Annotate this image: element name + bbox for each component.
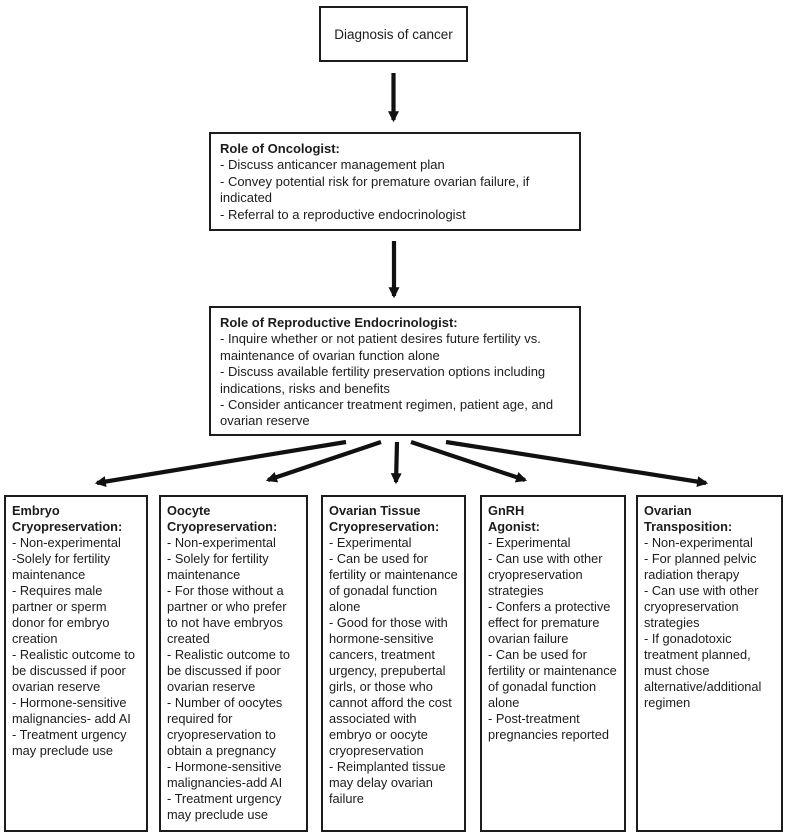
option-item: - If gonadotoxic treatment planned, must chose alternative/additional regimen — [644, 631, 762, 710]
endocrinologist-items — [220, 331, 570, 429]
oncologist-box — [209, 132, 581, 231]
option-item: - Experimental — [329, 535, 412, 550]
option-item: - Post-treatment pregnancies reported — [488, 711, 609, 742]
oncologist-item: - Discuss anticancer management plan — [220, 157, 445, 173]
endocrinologist-title: Role of Reproductive Endocrinologist: — [220, 315, 458, 330]
option-item: - Treatment urgency may preclude use — [167, 791, 282, 822]
option-item: - Confers a protective effect for premature ovarian failure — [488, 599, 611, 646]
option-item: - Solely for fertility maintenance — [167, 551, 269, 582]
option-item: - Can be used for fertility or maintenance of gonadal function alone — [329, 551, 458, 614]
option-item: - Non-experimental — [167, 535, 276, 550]
option-item: - Realistic outcome to be discussed if poor ovarian reserve — [12, 647, 136, 694]
option-item: - Treatment urgency may preclude use — [12, 727, 127, 758]
endocrinologist-item: - Inquire whether or not patient desires future fertility vs. maintenance of ovarian function alone — [220, 331, 541, 363]
option-title: GnRH Agonist: — [488, 503, 540, 534]
option-item: - Non-experimental — [12, 535, 121, 550]
option-box-embryo-cryopreservation — [4, 495, 148, 832]
option-item: - For those without a partner or who prefer to not have embryos created — [167, 583, 287, 646]
option-item: -Solely for fertility maintenance — [12, 551, 111, 582]
option-box-ovarian-tissue-cryopreservation — [321, 495, 466, 832]
arrow-fan-gnrh — [411, 442, 525, 480]
endocrinologist-item: - Discuss available fertility preservation options including indications, risks and benefits — [220, 364, 546, 396]
option-item: - Experimental — [488, 535, 571, 550]
oncologist-items — [220, 157, 570, 223]
option-item: - Realistic outcome to be discussed if poor ovarian reserve — [167, 647, 291, 694]
option-items — [12, 535, 140, 759]
option-item: - Number of oocytes required for cryopreservation to obtain a pregnancy — [167, 695, 283, 758]
diagnosis-box — [319, 6, 468, 62]
endocrinologist-box — [209, 306, 581, 436]
option-item: - Non-experimental — [644, 535, 753, 550]
option-items — [329, 535, 458, 807]
oncologist-item: - Referral to a reproductive endocrinologist — [220, 206, 466, 222]
option-item: - Good for those with hormone-sensitive cancers, treatment urgency, prepubertal girls, or those who cannot afford the cost associated with embryo or oocyte cryopreservation — [329, 615, 452, 758]
option-item: - Can use with other cryopreservation strategies — [644, 583, 759, 630]
option-item: - For planned pelvic radiation therapy — [644, 551, 757, 582]
option-title: Oocyte Cryopreservation: — [167, 503, 278, 534]
option-title: Ovarian Transposition: — [644, 503, 733, 534]
option-item: - Reimplanted tissue may delay ovarian failure — [329, 759, 446, 806]
endocrinologist-item: - Consider anticancer treatment regimen, patient age, and ovarian reserve — [220, 397, 554, 429]
option-items — [167, 535, 300, 823]
arrow-fan-ovarian-tissue — [396, 442, 397, 482]
oncologist-item: - Convey potential risk for premature ovarian failure, if indicated — [220, 173, 530, 206]
option-box-gnrh-agonist — [480, 495, 626, 832]
arrow-fan-embryo — [97, 442, 346, 483]
option-item: - Hormone-sensitive malignancies- add AI — [12, 695, 131, 726]
option-item: - Hormone-sensitive malignancies-add AI — [167, 759, 283, 790]
option-item: - Can be used for fertility or maintenance of gonadal function alone — [488, 647, 617, 710]
option-box-oocyte-cryopreservation — [159, 495, 308, 832]
option-title: Ovarian Tissue Cryopreservation: — [329, 503, 440, 534]
option-title: Embryo Cryopreservation: — [12, 503, 123, 534]
option-item: - Can use with other cryopreservation strategies — [488, 551, 603, 598]
option-items — [488, 535, 618, 743]
option-items — [644, 535, 775, 711]
option-box-ovarian-transposition — [636, 495, 783, 832]
option-item: - Requires male partner or sperm donor for embryo creation — [12, 583, 110, 646]
oncologist-title: Role of Oncologist: — [220, 141, 340, 156]
arrow-fan-oocyte — [268, 442, 381, 480]
diagnosis-label: Diagnosis of cancer — [334, 26, 453, 42]
arrow-fan-ovarian-transposition — [446, 442, 706, 483]
